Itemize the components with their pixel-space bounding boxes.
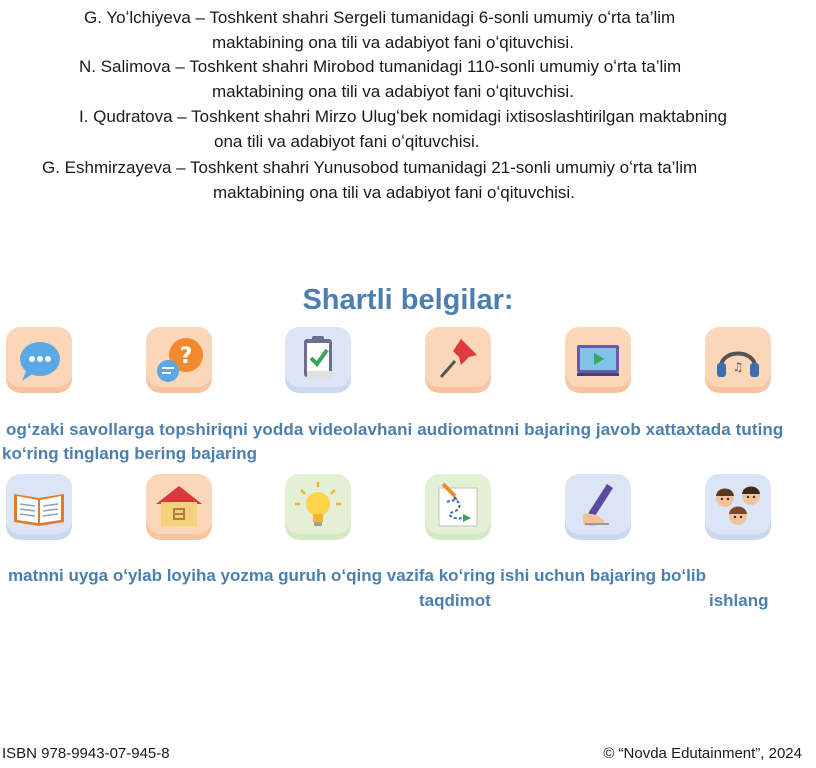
- author-4-line2: maktabining ona tili va adabiyot fani oʻqituvchisi.: [213, 183, 575, 202]
- row2-label-taqdimot: taqdimot: [419, 591, 491, 610]
- lightbulb-icon: [285, 474, 351, 540]
- svg-text:♫: ♫: [732, 360, 744, 374]
- author-2-line1: N. Salimova – Toshkent shahri Mirobod tumanidagi 110-sonli umumiy oʻrta ta’lim: [79, 57, 682, 76]
- speech-bubble-icon: [6, 327, 72, 393]
- open-book-icon: [6, 474, 72, 540]
- row2-label-ishlang: ishlang: [709, 591, 769, 610]
- author-3-line2: ona tili va adabiyot fani oʻqituvchisi.: [214, 132, 480, 151]
- author-4-line1: G. Eshmirzayeva – Toshkent shahri Yunusobod tumanidagi 21-sonli umumiy oʻrta ta’lim: [42, 158, 698, 177]
- pencil-path-icon: [425, 474, 491, 540]
- copyright-text: © “Novda Edutainment”, 2024: [603, 745, 802, 762]
- writing-hand-icon: [565, 474, 631, 540]
- legend-title: Shartli belgilar:: [302, 284, 514, 316]
- clipboard-check-icon: [285, 327, 351, 393]
- pushpin-icon: [425, 327, 491, 393]
- headphones-icon: [705, 327, 771, 393]
- house-icon: [146, 474, 212, 540]
- children-group-icon: [705, 474, 771, 540]
- row1-labels-line2: koʻring tinglang bering bajaring: [2, 444, 258, 463]
- author-1-line1: G. Yoʻlchiyeva – Toshkent shahri Sergeli tumanidagi 6-sonli umumiy oʻrta ta’lim: [84, 8, 676, 27]
- isbn-text: ISBN 978-9943-07-945-8: [2, 745, 170, 762]
- author-2-line2: maktabining ona tili va adabiyot fani oʻqituvchisi.: [212, 82, 574, 101]
- row1-labels-line1: ogʻzaki savollarga topshiriqni yodda videolavhani audiomatnni bajaring javob xattaxtada tuting: [6, 420, 784, 439]
- author-3-line1: I. Qudratova – Toshkent shahri Mirzo Ulugʻbek nomidagi ixtisoslashtirilgan maktabning: [79, 107, 727, 126]
- svg-text:?: ?: [179, 344, 193, 369]
- row2-labels-line1: matnni uyga oʻylab loyiha yozma guruh oʻqing vazifa koʻring ishi uchun bajaring boʻlib: [8, 566, 707, 585]
- video-player-icon: [565, 327, 631, 393]
- question-bubble-icon: [146, 327, 212, 393]
- author-1-line2: maktabining ona tili va adabiyot fani oʻqituvchisi.: [212, 33, 574, 52]
